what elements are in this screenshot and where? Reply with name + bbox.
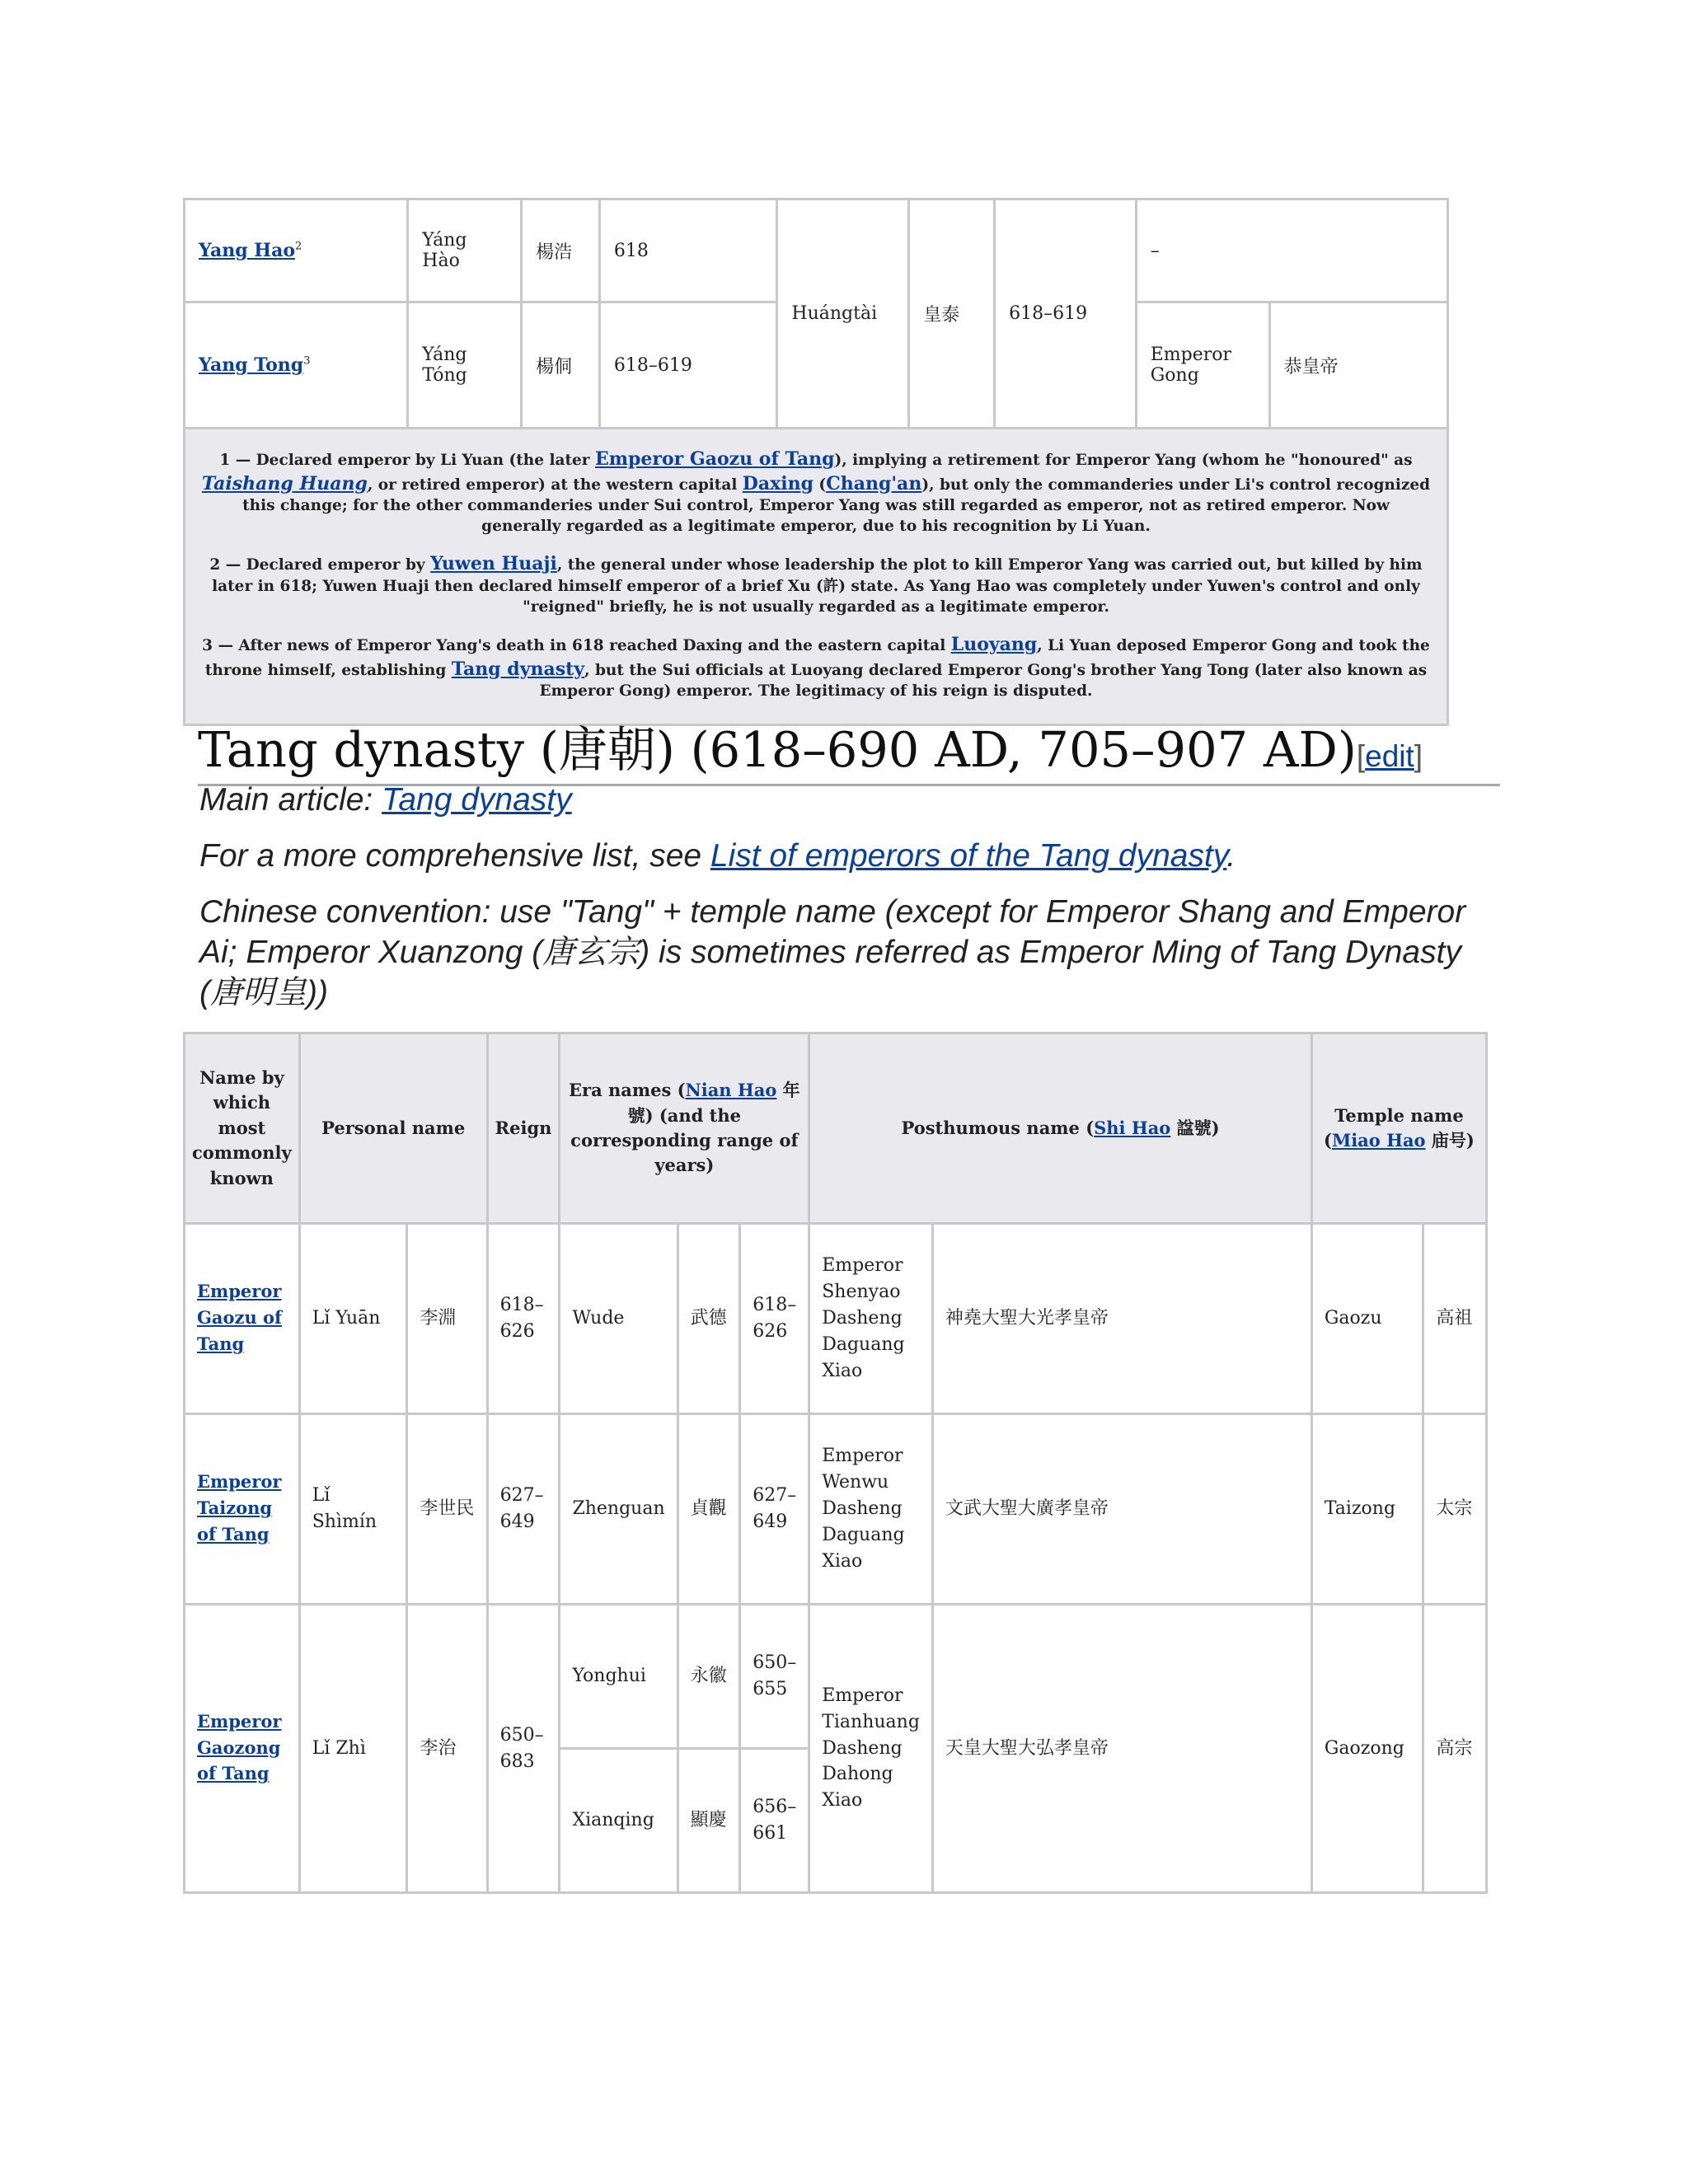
footnote-1: 1 — Declared emperor by Li Yuan (the later Emperor Gaozu of Tang), implying a retirement for Emperor Yang (whom he "honoured" as Taishang Huang, or retired emperor) at the western capital Daxing (Chang'an), but only the commanderies under Li's control recognized this change; for the other commanderies under Sui control, Emperor Yang was still regarded as emperor, not as retired emperor. Now generally regarded as a legitimate emperor, due to his recognition by Li Yuan. bbox=[201, 448, 1431, 536]
chinese-name-cell: 楊浩 bbox=[522, 199, 600, 302]
emperor-name-cell bbox=[185, 199, 408, 302]
pinyin-cell: Yáng Hào bbox=[408, 199, 522, 302]
footnote-2: 2 — Declared emperor by Yuwen Huaji, the general under whose leadership the plot to kill Emperor Yang was carried out, but killed by him later in 618; Yuwen Huaji then declared himself emperor of a brief Xu (許) state. As Yang Hao was completely under Yuwen's control and only "reigned" briefly, he is not usually regarded as a legitimate emperor. bbox=[209, 553, 1423, 616]
pinyin-cell: Lǐ Shìmín bbox=[299, 1414, 407, 1605]
main-article-link[interactable]: Tang dynasty bbox=[382, 782, 572, 818]
chinese-name-cell: 李世民 bbox=[407, 1414, 487, 1605]
tang-emperors-table bbox=[183, 1032, 1488, 1894]
col-header-personal: Personal name bbox=[299, 1033, 487, 1224]
footnote-link[interactable]: Emperor Gaozu of Tang bbox=[594, 448, 835, 470]
era-years-cell: 627–649 bbox=[740, 1414, 809, 1605]
col-header-posthumous: Posthumous name (Shi Hao 諡號) bbox=[809, 1033, 1312, 1224]
posthumous-chinese-cell: 神堯大聖大光孝皇帝 bbox=[932, 1224, 1311, 1414]
edit-link[interactable]: edit bbox=[1365, 739, 1414, 773]
shi-hao-link[interactable]: Shi Hao bbox=[1094, 1117, 1171, 1138]
edit-section: [edit] bbox=[1356, 739, 1423, 773]
list-hatnote: For a more comprehensive list, see List of emperors of the Tang dynasty. bbox=[199, 838, 1236, 874]
header-row bbox=[185, 1033, 1487, 1224]
section-heading bbox=[198, 710, 1500, 786]
nian-hao-link[interactable]: Nian Hao bbox=[685, 1080, 777, 1101]
list-link[interactable]: List of emperors of the Tang dynasty bbox=[710, 838, 1227, 874]
chinese-name-cell: 李治 bbox=[407, 1605, 487, 1893]
miao-hao-link[interactable]: Miao Hao bbox=[1331, 1130, 1426, 1151]
footnote-link[interactable]: Taishang Huang bbox=[201, 472, 368, 494]
posthumous-chinese-cell: 恭皇帝 bbox=[1269, 302, 1447, 429]
temple-name-cell: Taizong bbox=[1311, 1414, 1423, 1605]
era-years-cell: 618–619 bbox=[995, 199, 1137, 429]
table-row bbox=[185, 1224, 1487, 1414]
era-name-cell: Wude bbox=[560, 1224, 678, 1414]
era-chinese-cell: 貞觀 bbox=[678, 1414, 740, 1605]
temple-chinese-cell: 高宗 bbox=[1423, 1605, 1487, 1893]
reign-cell: 650–683 bbox=[487, 1605, 560, 1893]
emperor-name-cell bbox=[185, 302, 408, 429]
table-row bbox=[185, 1414, 1487, 1605]
pinyin-cell: Lǐ Yuān bbox=[299, 1224, 407, 1414]
footnote-link[interactable]: Yuwen Huaji bbox=[430, 553, 557, 575]
posthumous-cell: Emperor Gong bbox=[1136, 302, 1269, 429]
era-name-cell: Xianqing bbox=[560, 1749, 678, 1893]
reign-cell: 618–626 bbox=[487, 1224, 560, 1414]
era-chinese-cell: 永徽 bbox=[678, 1605, 740, 1749]
pinyin-cell: Lǐ Zhì bbox=[299, 1605, 407, 1893]
posthumous-cell: Emperor Tianhuang Dasheng Dahong Xiao bbox=[809, 1605, 933, 1893]
temple-name-cell: Gaozong bbox=[1311, 1605, 1423, 1893]
chinese-name-cell: 楊侗 bbox=[522, 302, 600, 429]
chinese-name-cell: 李淵 bbox=[407, 1224, 487, 1414]
era-years-cell: 656–661 bbox=[740, 1749, 809, 1893]
col-header-reign: Reign bbox=[487, 1033, 560, 1224]
pinyin-cell: Yáng Tóng bbox=[408, 302, 522, 429]
section-title: Tang dynasty (唐朝) (618–690 AD, 705–907 AD) bbox=[198, 721, 1357, 778]
temple-chinese-cell: 太宗 bbox=[1423, 1414, 1487, 1605]
emperor-link[interactable]: Emperor Gaozu of Tang bbox=[197, 1281, 283, 1354]
emperor-link[interactable]: Emperor Gaozong of Tang bbox=[197, 1710, 282, 1784]
footnote-marker: 3 bbox=[303, 354, 311, 368]
emperor-name-cell bbox=[185, 1414, 300, 1605]
footnote-3: 3 — After news of Emperor Yang's death in 618 reached Daxing and the eastern capital Luoyang, Li Yuan deposed Emperor Gong and took the throne himself, establishing Tang dynasty, but the Sui officials at Luoyang declared Emperor Gong's brother Yang Tong (later also known as Emperor Gong) emperor. The legitimacy of his reign is disputed. bbox=[202, 633, 1430, 701]
emperor-link[interactable]: Emperor Taizong of Tang bbox=[197, 1471, 282, 1544]
notes-row bbox=[185, 429, 1448, 725]
table-row bbox=[185, 1605, 1487, 1749]
emperor-name-cell bbox=[185, 1224, 300, 1414]
era-name-cell: Zhenguan bbox=[560, 1414, 678, 1605]
sui-emperors-table bbox=[183, 198, 1449, 726]
footnote-link[interactable]: Chang'an bbox=[826, 472, 922, 494]
era-name-cell: Huángtài bbox=[777, 199, 909, 429]
convention-note: Chinese convention: use "Tang" + temple name (except for Emperor Shang and Emperor Ai; Emperor Xuanzong (唐玄宗) is sometimes referred as Emperor Ming of Tang Dynasty (唐明皇)) bbox=[199, 894, 1466, 1010]
temple-chinese-cell: 高祖 bbox=[1423, 1224, 1487, 1414]
era-years-cell: 618–626 bbox=[740, 1224, 809, 1414]
col-header-temple: Temple name (Miao Hao 庙号) bbox=[1311, 1033, 1486, 1224]
era-years-cell: 650–655 bbox=[740, 1605, 809, 1749]
emperor-link[interactable]: Yang Hao bbox=[199, 240, 296, 261]
reign-cell: 618–619 bbox=[599, 302, 776, 429]
footnote-link[interactable]: Luoyang bbox=[950, 633, 1038, 655]
footnotes-cell bbox=[185, 429, 1448, 725]
col-header-era: Era names (Nian Hao 年號) (and the corresponding range of years) bbox=[560, 1033, 809, 1224]
footnote-link[interactable]: Tang dynasty bbox=[451, 658, 585, 680]
reign-cell: 627–649 bbox=[487, 1414, 560, 1605]
footnote-link[interactable]: Daxing bbox=[742, 472, 814, 494]
table-row bbox=[185, 199, 1448, 302]
main-article-hatnote: Main article: Tang dynasty bbox=[199, 782, 572, 818]
temple-name-cell: Gaozu bbox=[1311, 1224, 1423, 1414]
reign-cell: 618 bbox=[599, 199, 776, 302]
era-chinese-cell: 顯慶 bbox=[678, 1749, 740, 1893]
posthumous-chinese-cell: 天皇大聖大弘孝皇帝 bbox=[932, 1605, 1311, 1893]
col-header-name: Name by which most commonly known bbox=[185, 1033, 300, 1224]
posthumous-cell: – bbox=[1136, 199, 1447, 302]
posthumous-chinese-cell: 文武大聖大廣孝皇帝 bbox=[932, 1414, 1311, 1605]
era-chinese-cell: 皇泰 bbox=[909, 199, 995, 429]
posthumous-cell: Emperor Wenwu Dasheng Daguang Xiao bbox=[809, 1414, 933, 1605]
era-chinese-cell: 武德 bbox=[678, 1224, 740, 1414]
emperor-name-cell bbox=[185, 1605, 300, 1893]
emperor-link[interactable]: Yang Tong bbox=[199, 354, 304, 376]
footnote-marker: 2 bbox=[295, 240, 302, 253]
posthumous-cell: Emperor Shenyao Dasheng Daguang Xiao bbox=[809, 1224, 933, 1414]
era-name-cell: Yonghui bbox=[560, 1605, 678, 1749]
